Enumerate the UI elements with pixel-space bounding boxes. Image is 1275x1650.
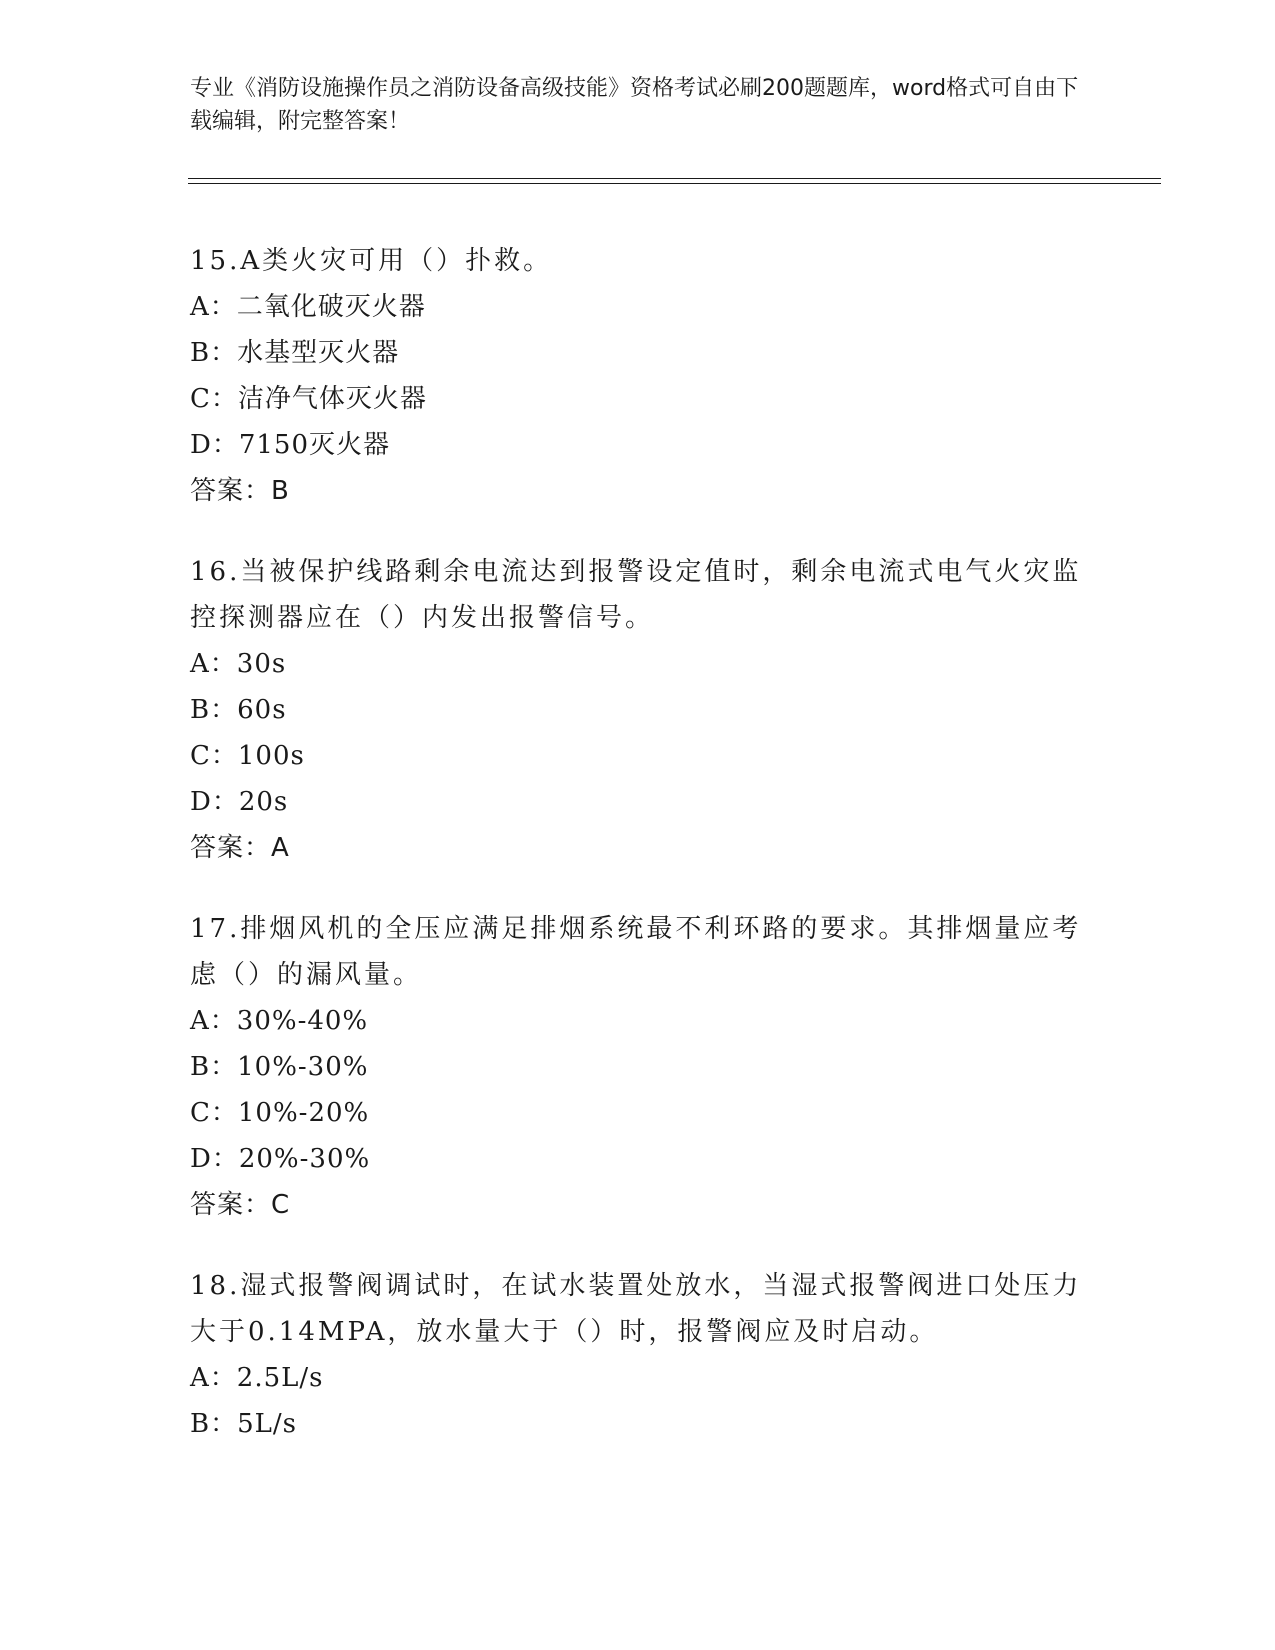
- option-d: D：20%-30%: [190, 1144, 371, 1174]
- answer: 答案：C: [190, 1190, 291, 1220]
- question-15: [190, 238, 1090, 514]
- answer: 答案：B: [190, 476, 290, 506]
- question-stem: 16.当被保护线路剩余电流达到报警设定值时，剩余电流式电气火灾监控探测器应在（）内发出报警信号。: [190, 557, 1082, 633]
- question-stem: 17.排烟风机的全压应满足排烟系统最不利环路的要求。其排烟量应考虑（）的漏风量。: [190, 914, 1082, 990]
- option-d: D：7150灭火器: [190, 430, 391, 460]
- option-c: C：100s: [190, 741, 305, 771]
- header-divider-bottom: [188, 183, 1161, 184]
- option-c: C：10%-20%: [190, 1098, 370, 1128]
- option-a: A：二氧化破灭火器: [190, 292, 426, 322]
- option-b: B：10%-30%: [190, 1052, 369, 1082]
- option-b: B：5L/s: [190, 1409, 298, 1439]
- header-divider-top: [188, 178, 1161, 179]
- question-17: [190, 906, 1090, 1228]
- question-stem: 15.A类火灾可用（）扑救。: [190, 246, 553, 276]
- option-a: A：2.5L/s: [190, 1363, 324, 1393]
- question-stem: 18.湿式报警阀调试时，在试水装置处放水，当湿式报警阀进口处压力大于0.14MPA，放水量大于（）时，报警阀应及时启动。: [190, 1271, 1082, 1347]
- question-16: [190, 549, 1090, 871]
- document-header: 专业《消防设施操作员之消防设备高级技能》资格考试必刷200题题库，word格式可自由下载编辑，附完整答案！: [190, 76, 1079, 134]
- option-a: A：30s: [190, 649, 287, 679]
- answer: 答案：A: [190, 833, 290, 863]
- option-b: B：60s: [190, 695, 287, 725]
- question-18: [190, 1263, 1090, 1447]
- option-a: A：30%-40%: [190, 1006, 369, 1036]
- option-d: D：20s: [190, 787, 289, 817]
- option-c: C：洁净气体灭火器: [190, 384, 427, 414]
- option-b: B：水基型灭火器: [190, 338, 400, 368]
- question-list: [190, 238, 1090, 1482]
